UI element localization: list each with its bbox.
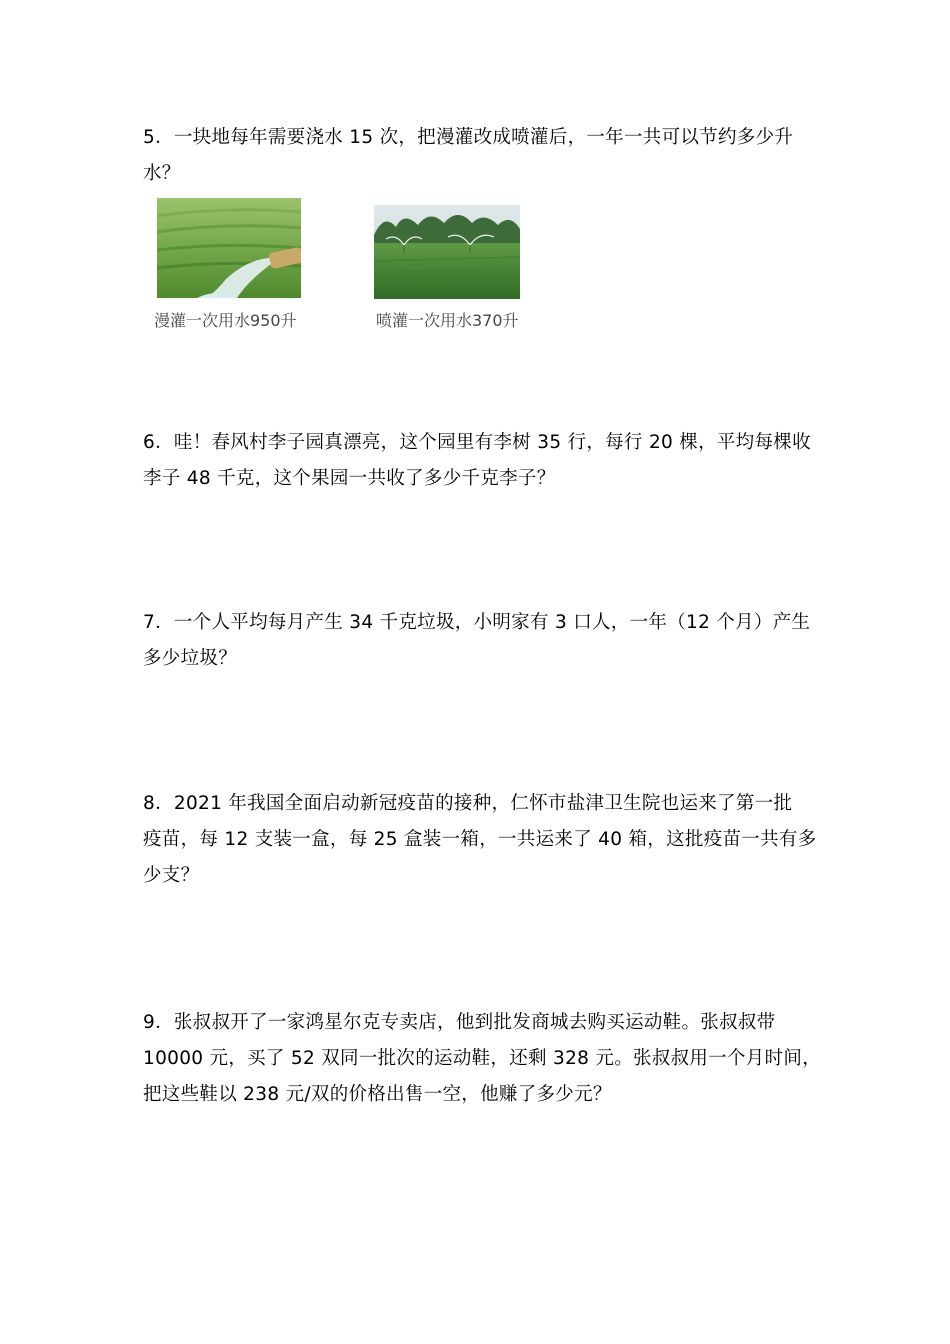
question-6 [143, 425, 823, 497]
question-8-line-3: 少支？ [143, 865, 200, 886]
question-9-line-1: 9．张叔叔开了一家鸿星尔克专卖店，他到批发商城去购买运动鞋。张叔叔带 [143, 1012, 776, 1033]
question-7 [143, 605, 823, 677]
question-5-line-2: 水？ [143, 163, 181, 184]
question-8 [143, 786, 823, 894]
question-7-line-2: 多少垃圾？ [143, 648, 238, 669]
question-9 [143, 1005, 823, 1113]
question-5 [143, 120, 823, 192]
question-5-line-1: 5．一块地每年需要浇水 15 次，把漫灌改成喷灌后，一年一共可以节约多少升 [143, 127, 794, 148]
question-8-line-2: 疫苗，每 12 支装一盒，每 25 盒装一箱，一共运来了 40 箱，这批疫苗一共有多 [143, 829, 817, 850]
flood-irrigation-image [157, 198, 301, 298]
flood-irrigation-caption: 漫灌一次用水950升 [154, 311, 297, 330]
question-6-line-2: 李子 48 千克，这个果园一共收了多少千克李子？ [143, 468, 556, 489]
question-7-line-1: 7．一个人平均每月产生 34 千克垃圾，小明家有 3 口人，一年（12 个月）产生 [143, 612, 811, 633]
sprinkler-irrigation-caption: 喷灌一次用水370升 [376, 311, 519, 330]
question-9-line-2: 10000 元，买了 52 双同一批次的运动鞋，还剩 328 元。张叔叔用一个月时间， [143, 1048, 822, 1069]
sprinkler-irrigation-image [374, 205, 520, 299]
question-8-line-1: 8．2021 年我国全面启动新冠疫苗的接种，仁怀市盐津卫生院也运来了第一批 [143, 793, 793, 814]
question-6-line-1: 6．哇！春风村李子园真漂亮，这个园里有李树 35 行，每行 20 棵，平均每棵收 [143, 432, 811, 453]
question-9-line-3: 把这些鞋以 238 元/双的价格出售一空，他赚了多少元？ [143, 1084, 612, 1105]
